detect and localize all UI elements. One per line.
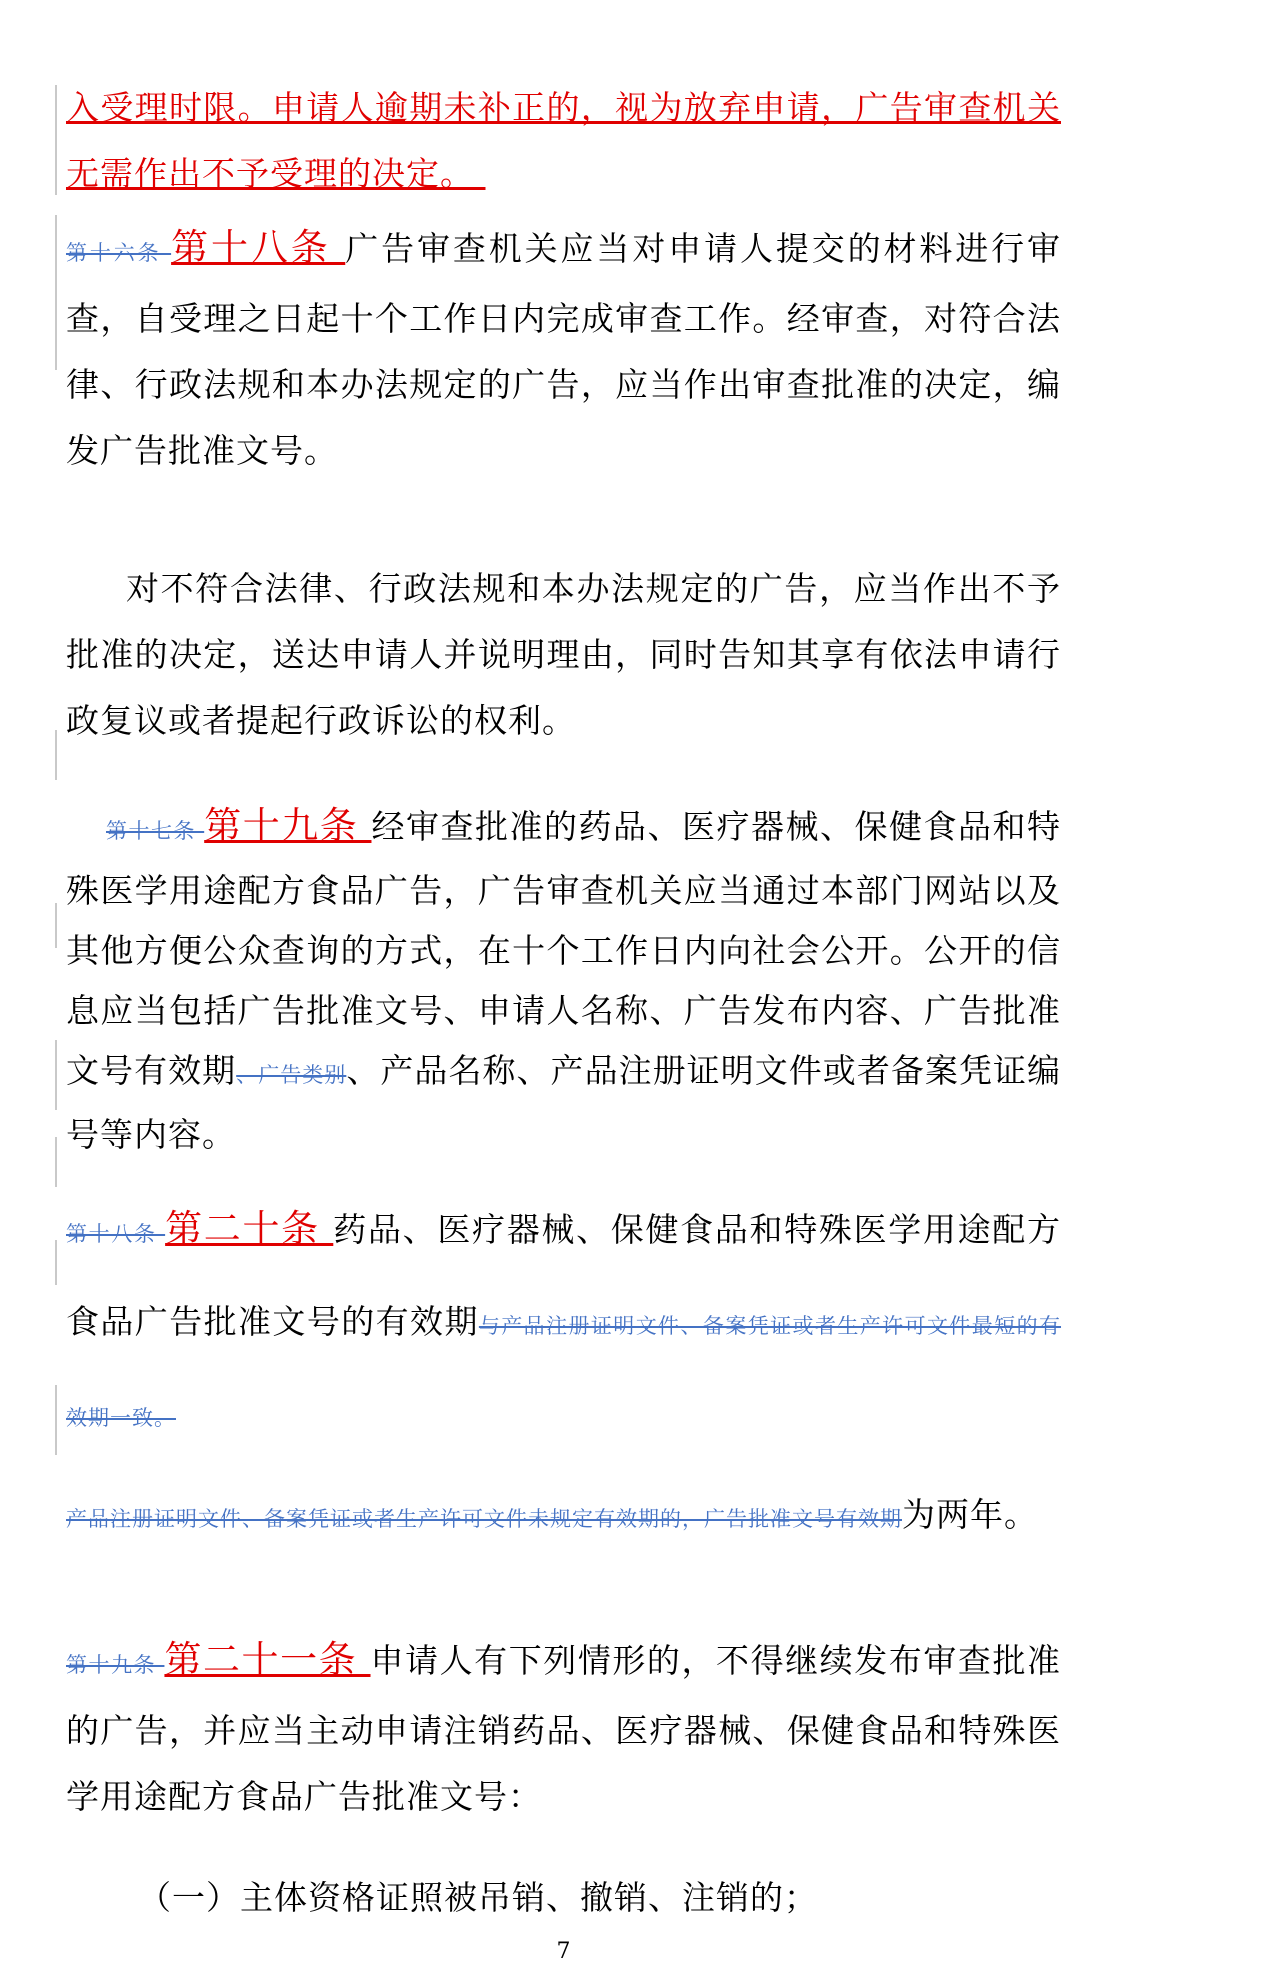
- revision-change-bar: [55, 85, 57, 195]
- deleted-clause-number: 第十七条: [106, 819, 205, 843]
- paragraph-inserted-continuation: [66, 75, 1061, 207]
- inserted-clause-number: 第十八条: [171, 226, 346, 269]
- clause-body-text: 、产品名称、产品注册证明文件或者备案凭证编号等内容。: [66, 1051, 1062, 1154]
- deleted-clause-number: 第十九条: [66, 1653, 165, 1677]
- paragraph-item-one: [66, 1865, 1061, 1931]
- revision-change-bar: [55, 903, 57, 948]
- paragraph-clause-21: [66, 1627, 1061, 1830]
- revision-change-bar: [55, 215, 57, 370]
- clause-body-text: 经审查批准的药品、医疗器械、保健食品和特殊医学用途配方食品广告，广告审查机关应当通过本部门网站以及其他方便公众查询的方式，在十个工作日内向社会公开。公开的信息应当包括广告批准文号、申请人名称、广告发布内容、广告批准文号有效期: [66, 807, 1061, 1090]
- paragraph-clause-20: [66, 1185, 1061, 1462]
- paragraph-validity-period: [66, 1482, 1061, 1552]
- clause-body-text: 申请人有下列情形的，不得继续发布审查批准的广告，并应当主动申请注销药品、医疗器械、保健食品和特殊医学用途配方食品广告批准文号：: [66, 1641, 1061, 1816]
- paragraph-clause-19: [66, 796, 1061, 1165]
- inserted-clause-number: 第二十条: [165, 1207, 334, 1250]
- deleted-clause-number: 第十六条: [66, 241, 172, 265]
- revision-change-bar: [55, 1040, 57, 1110]
- revision-change-bar: [55, 1385, 57, 1455]
- revision-change-bar: [55, 730, 57, 780]
- deleted-text: 、广告类别: [236, 1063, 347, 1087]
- deleted-clause-number: 第十八条: [66, 1222, 166, 1246]
- paragraph-disapproval-decision: [66, 556, 1061, 754]
- page-number: 7: [556, 1939, 571, 1964]
- clause-body-text: （一）主体资格证照被吊销、撤销、注销的；: [138, 1878, 818, 1917]
- clause-body-text: 广告审查机关应当对申请人提交的材料进行审查，自受理之日起十个工作日内完成审查工作。经审查，对符合法律、行政法规和本办法规定的广告，应当作出审查批准的决定，编发广告批准文号。: [66, 229, 1062, 470]
- inserted-clause-number: 第二十一条: [164, 1638, 371, 1681]
- inserted-text: 入受理时限。申请人逾期未补正的，视为放弃申请，广告审查机关无需作出不予受理的决定。: [66, 88, 1061, 193]
- deleted-text: 产品注册证明文件、备案凭证或者生产许可文件未规定有效期的，广告批准文号有效期: [66, 1507, 902, 1531]
- paragraph-clause-18: [66, 215, 1061, 484]
- revision-change-bar: [55, 1137, 57, 1187]
- revision-change-bar: [55, 1240, 57, 1285]
- clause-body-text: 对不符合法律、行政法规和本办法规定的广告，应当作出不予批准的决定，送达申请人并说明理由，同时告知其享有依法申请行政复议或者提起行政诉讼的权利。: [66, 569, 1061, 740]
- clause-body-text: 为两年。: [902, 1495, 1038, 1534]
- inserted-clause-number: 第十九条: [204, 804, 372, 847]
- clause-body-text: 药品、医疗器械、保健食品和特殊医学用途配方食品广告批准文号的有效期: [66, 1210, 1061, 1341]
- deleted-text: 与产品注册证明文件、备案凭证或者生产许可文件最短的有效期一致。: [66, 1314, 1062, 1430]
